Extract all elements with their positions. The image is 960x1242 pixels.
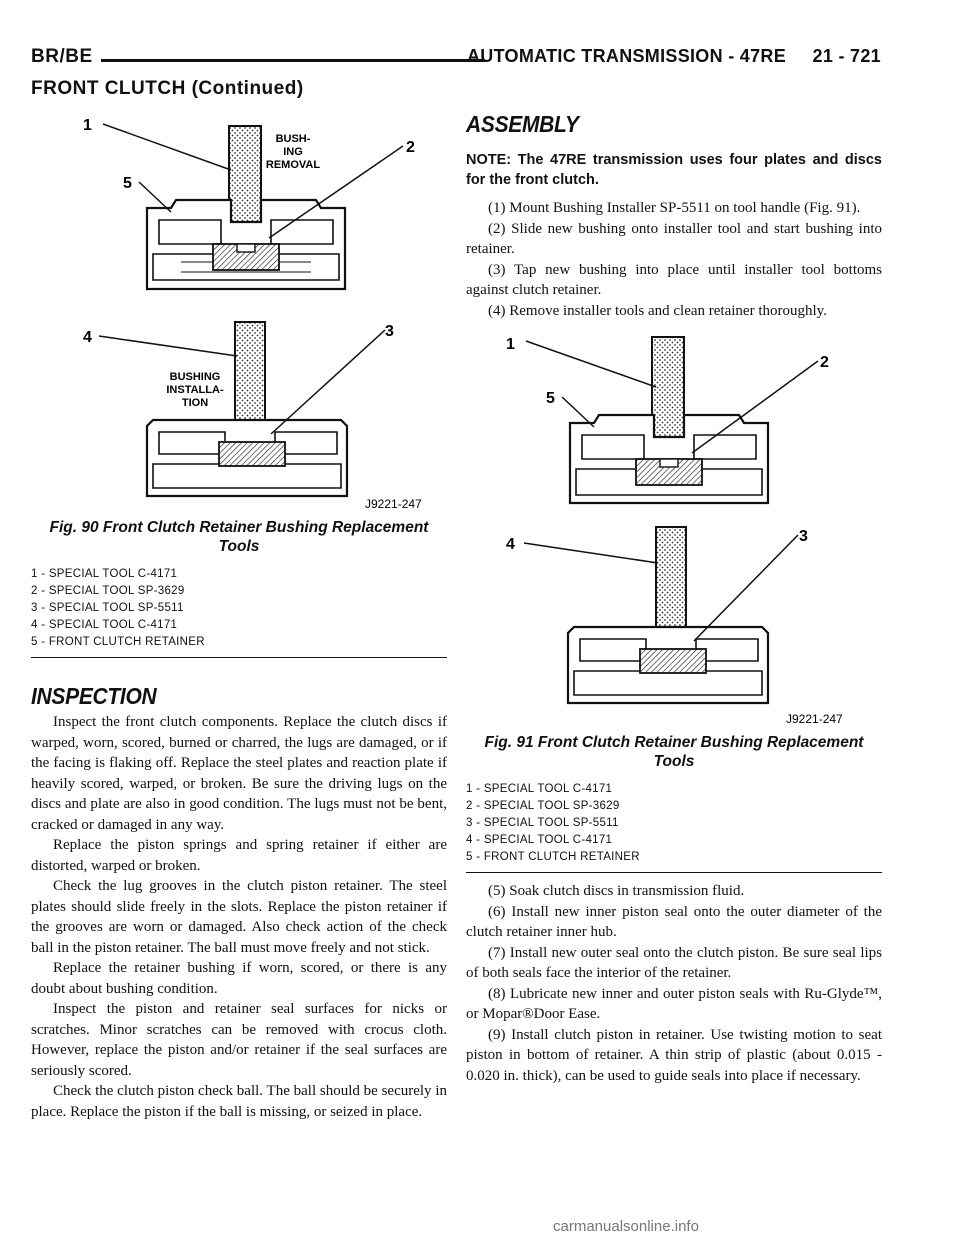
fig91-callout-2: 2 bbox=[820, 354, 829, 371]
inspection-paragraph: Replace the piston springs and spring retainer if either are distorted, warped or broken. bbox=[31, 837, 447, 874]
fig90-callout-2: 2 bbox=[406, 139, 415, 156]
fig91-callout-4: 4 bbox=[506, 536, 515, 553]
legend-item: 2 - SPECIAL TOOL SP-3629 bbox=[466, 800, 620, 812]
header-model: BR/BE bbox=[31, 46, 93, 67]
legend-item: 3 - SPECIAL TOOL SP-5511 bbox=[466, 817, 619, 829]
left-column bbox=[31, 104, 447, 1122]
section-continued-title: FRONT CLUTCH (Continued) bbox=[31, 78, 304, 99]
legend-item: 3 - SPECIAL TOOL SP-5511 bbox=[31, 602, 184, 614]
assembly-step: (8) Lubricate new inner and outer piston seals with Ru-Glyde™, or Mopar®Door Ease. bbox=[466, 985, 882, 1022]
inspection-paragraph: Check the lug grooves in the clutch piston retainer. The steel plates should slide freely in the slots. Replace the piston retainer if the grooves are worn or damaged. Also check action of the check ball in the piston retainer. The ball must move freely and not stick. bbox=[31, 878, 447, 956]
assembly-heading: ASSEMBLY bbox=[466, 112, 579, 138]
assembly-step: (5) Soak clutch discs in transmission fluid. bbox=[488, 883, 745, 899]
fig91-callout-3: 3 bbox=[799, 528, 808, 545]
assembly-step: (9) Install clutch piston in retainer. Use twisting motion to seat piston in bottom of retainer. A thin strip of plastic (about 0.015 - 0.020 in. thick), can be used to guide seals into place if necessary. bbox=[466, 1026, 882, 1084]
fig90-callout-1: 1 bbox=[83, 117, 92, 134]
fig90-label-install-2: INSTALLA- bbox=[166, 384, 224, 396]
fig91-callout-1: 1 bbox=[506, 336, 515, 353]
fig90-figure-id: J9221-247 bbox=[365, 497, 422, 511]
assembly-step: (6) Install new inner piston seal onto the outer diameter of the clutch retainer inner hub. bbox=[466, 903, 882, 940]
legend-item: 4 - SPECIAL TOOL C-4171 bbox=[466, 834, 613, 846]
header-section-page: AUTOMATIC TRANSMISSION - 47RE 21 - 721 bbox=[466, 46, 881, 66]
fig90-bushing-bottom bbox=[219, 442, 285, 466]
figure-divider bbox=[466, 872, 882, 873]
right-column bbox=[466, 112, 882, 1086]
fig90-caption: Fig. 90 Front Clutch Retainer Bushing Replacement Tools bbox=[49, 519, 429, 555]
inspection-paragraph: Inspect the front clutch components. Replace the clutch discs if warped, worn, scored, burned or charred, the lugs are damaged, or if the facing is flaking off. Replace the steel plates and reaction plate if heavily scored, warped, or broken. Be sure the driving lugs on the discs and plate are also in good condition. The lugs must not be bent, cracked or damaged in any way. bbox=[31, 714, 447, 833]
assembly-step: (1) Mount Bushing Installer SP-5511 on tool handle (Fig. 91). bbox=[488, 200, 861, 216]
inspection-paragraph: Check the clutch piston check ball. The ball should be securely in place. Replace the piston if the ball is missing, or seized in place. bbox=[31, 1083, 447, 1120]
inspection-paragraph: Replace the retainer bushing if worn, scored, or there is any doubt about bushing condition. bbox=[31, 960, 447, 997]
assembly-step: (7) Install new outer seal onto the clutch piston. Be sure seal lips of both seals face the interior of the retainer. bbox=[466, 944, 882, 981]
fig91-legend bbox=[466, 781, 882, 866]
fig91-caption: Fig. 91 Front Clutch Retainer Bushing Replacement Tools bbox=[484, 734, 864, 770]
legend-item: 5 - FRONT CLUTCH RETAINER bbox=[466, 851, 640, 863]
assembly-step: (2) Slide new bushing onto installer tool and start bushing into retainer. bbox=[466, 220, 882, 257]
fig90-installation-assembly bbox=[147, 322, 347, 496]
inspection-heading: INSPECTION bbox=[31, 684, 157, 710]
fig91-figure-id: J9221-247 bbox=[786, 712, 843, 726]
fig90-label-removal-3: REMOVAL bbox=[265, 159, 321, 171]
fig91-bushing-bottom bbox=[640, 649, 706, 673]
fig90-callout-4: 4 bbox=[83, 329, 92, 346]
header-rule bbox=[101, 59, 485, 62]
legend-item: 1 - SPECIAL TOOL C-4171 bbox=[31, 568, 178, 580]
figure-divider bbox=[31, 657, 447, 658]
fig90-label-install-3: TION bbox=[181, 397, 209, 409]
fig90-legend bbox=[31, 566, 447, 651]
fig90-callout-3: 3 bbox=[385, 323, 394, 340]
fig91-callout-5: 5 bbox=[546, 390, 555, 407]
legend-item: 1 - SPECIAL TOOL C-4171 bbox=[466, 783, 613, 795]
legend-item: 4 - SPECIAL TOOL C-4171 bbox=[31, 619, 178, 631]
legend-item: 5 - FRONT CLUTCH RETAINER bbox=[31, 636, 205, 648]
figure-90 bbox=[31, 104, 447, 658]
page-header bbox=[31, 46, 881, 72]
assembly-step: (3) Tap new bushing into place until installer tool bottoms against clutch retainer. bbox=[466, 261, 882, 298]
figure-91-illustration bbox=[466, 331, 882, 729]
inspection-section bbox=[31, 684, 447, 1122]
legend-item: 2 - SPECIAL TOOL SP-3629 bbox=[31, 585, 185, 597]
watermark-link[interactable]: carmanualsonline.info bbox=[553, 1218, 699, 1235]
fig90-callout-5: 5 bbox=[123, 175, 132, 192]
inspection-paragraph: Inspect the piston and retainer seal surfaces for nicks or scratches. Minor scratches can be removed with crocus cloth. However, replace the piston and/or retainer if the seal surfaces are seriously scored. bbox=[31, 1001, 447, 1079]
assembly-note: NOTE: The 47RE transmission uses four plates and discs for the front clutch. bbox=[466, 152, 882, 188]
assembly-step: (4) Remove installer tools and clean retainer thoroughly. bbox=[488, 302, 827, 319]
figure-91 bbox=[466, 331, 882, 873]
fig90-label-removal-1: BUSH- bbox=[275, 133, 311, 145]
figure-90-illustration bbox=[31, 104, 447, 514]
fig90-label-install-1: BUSHING bbox=[169, 371, 221, 383]
fig90-label-removal-2: ING bbox=[283, 146, 303, 158]
